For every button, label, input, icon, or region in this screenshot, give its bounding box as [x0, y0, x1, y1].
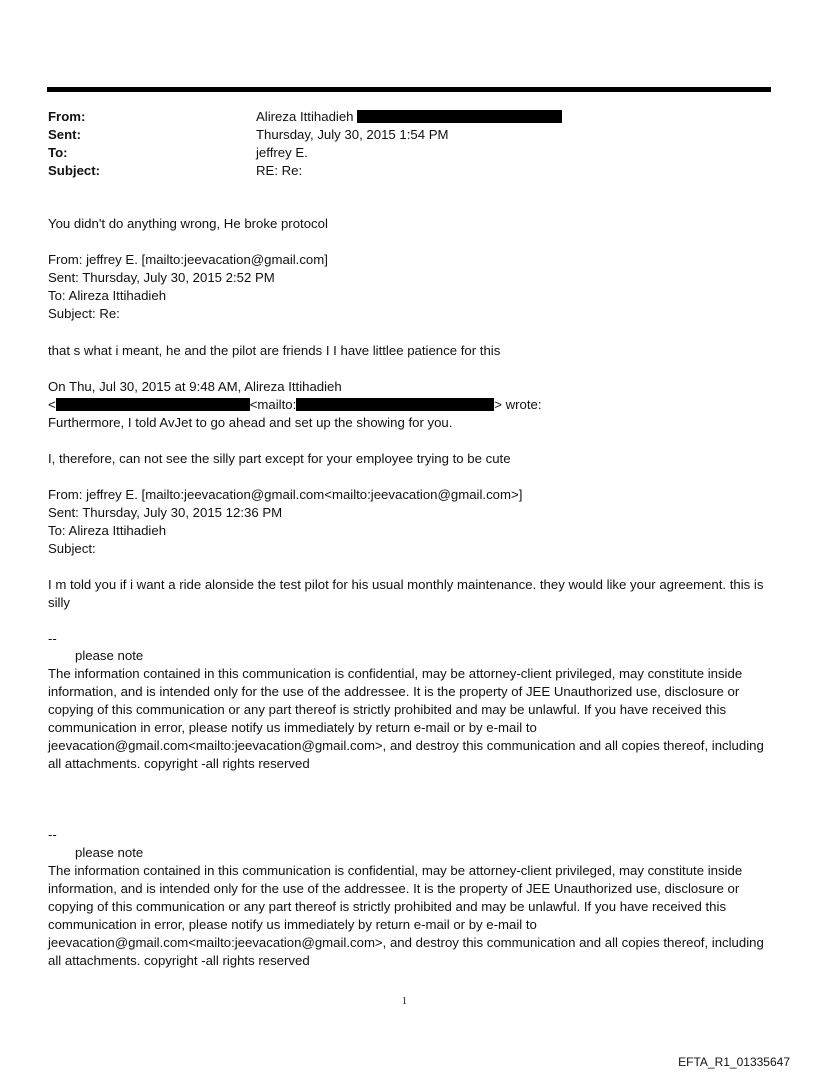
to-label: To:	[48, 145, 68, 160]
document-id: EFTA_R1_01335647	[678, 1055, 790, 1069]
quoted-message: Furthermore, I told AvJet to go ahead and set up the showing for you.	[48, 415, 453, 430]
signature-heading: please note	[75, 648, 144, 663]
signature-separator: --	[48, 631, 57, 646]
quoted-to: To: Alireza Ittihadieh	[48, 288, 167, 303]
subject-label: Subject:	[48, 163, 101, 178]
quoted-subject: Subject:	[48, 541, 96, 556]
reply-text: You didn't do anything wrong, He broke protocol	[48, 216, 328, 231]
quoted-message: that s what i meant, he and the pilot are friends I I have littlee patience for this	[48, 343, 501, 358]
page-number: 1	[402, 996, 407, 1007]
sent-value: Thursday, July 30, 2015 1:54 PM	[256, 127, 449, 142]
quoted-attribution-email: < <mailto: > wrote:	[48, 397, 542, 412]
quoted-attribution: On Thu, Jul 30, 2015 at 9:48 AM, Alireza Ittihadieh	[48, 379, 342, 394]
header-rule	[47, 87, 771, 92]
sent-label: Sent:	[48, 127, 81, 142]
quoted-from: From: jeffrey E. [mailto:jeevacation@gmail.com]	[48, 252, 328, 267]
quoted-message: I, therefore, can not see the silly part except for your employee trying to be cute	[48, 451, 511, 466]
redaction-block	[56, 398, 250, 411]
redaction-block	[357, 110, 562, 123]
signature-separator: --	[48, 827, 57, 842]
quoted-from: From: jeffrey E. [mailto:jeevacation@gmail.com<mailto:jeevacation@gmail.com>]	[48, 487, 523, 502]
quoted-sent: Sent: Thursday, July 30, 2015 2:52 PM	[48, 270, 275, 285]
from-value: Alireza Ittihadieh	[256, 108, 562, 126]
quoted-to: To: Alireza Ittihadieh	[48, 523, 167, 538]
confidentiality-notice: The information contained in this communication is confidential, may be attorney-client privileged, may constitute inside information, and is intended only for the use of the addressee. It is the property of JEE Unauthorized use, disclosure or copying of this communication or any part thereof is strictly prohibited and may be unlawful. If you have received this communication in error, please notify us immediately by return e-mail or by e-mail to jeevacation@gmail.com<mailto:jeevacation@gmail.com>, and destroy this communication and all copies thereof, including all attachments. copyright -all rights reserved	[48, 666, 764, 771]
quoted-subject: Subject: Re:	[48, 306, 120, 321]
quoted-sent: Sent: Thursday, July 30, 2015 12:36 PM	[48, 505, 283, 520]
subject-value: RE: Re:	[256, 163, 303, 178]
from-label: From:	[48, 109, 86, 124]
quoted-message: I m told you if i want a ride alonside the test pilot for his usual monthly maintenance. they would like your agreement. this is silly	[48, 577, 764, 610]
signature-heading: please note	[75, 845, 144, 860]
confidentiality-notice: The information contained in this communication is confidential, may be attorney-client privileged, may constitute inside information, and is intended only for the use of the addressee. It is the property of JEE Unauthorized use, disclosure or copying of this communication or any part thereof is strictly prohibited and may be unlawful. If you have received this communication in error, please notify us immediately by return e-mail or by e-mail to jeevacation@gmail.com<mailto:jeevacation@gmail.com>, and destroy this communication and all copies thereof, including all attachments. copyright -all rights reserved	[48, 863, 764, 968]
to-value: jeffrey E.	[256, 145, 308, 160]
redaction-block	[296, 398, 494, 411]
